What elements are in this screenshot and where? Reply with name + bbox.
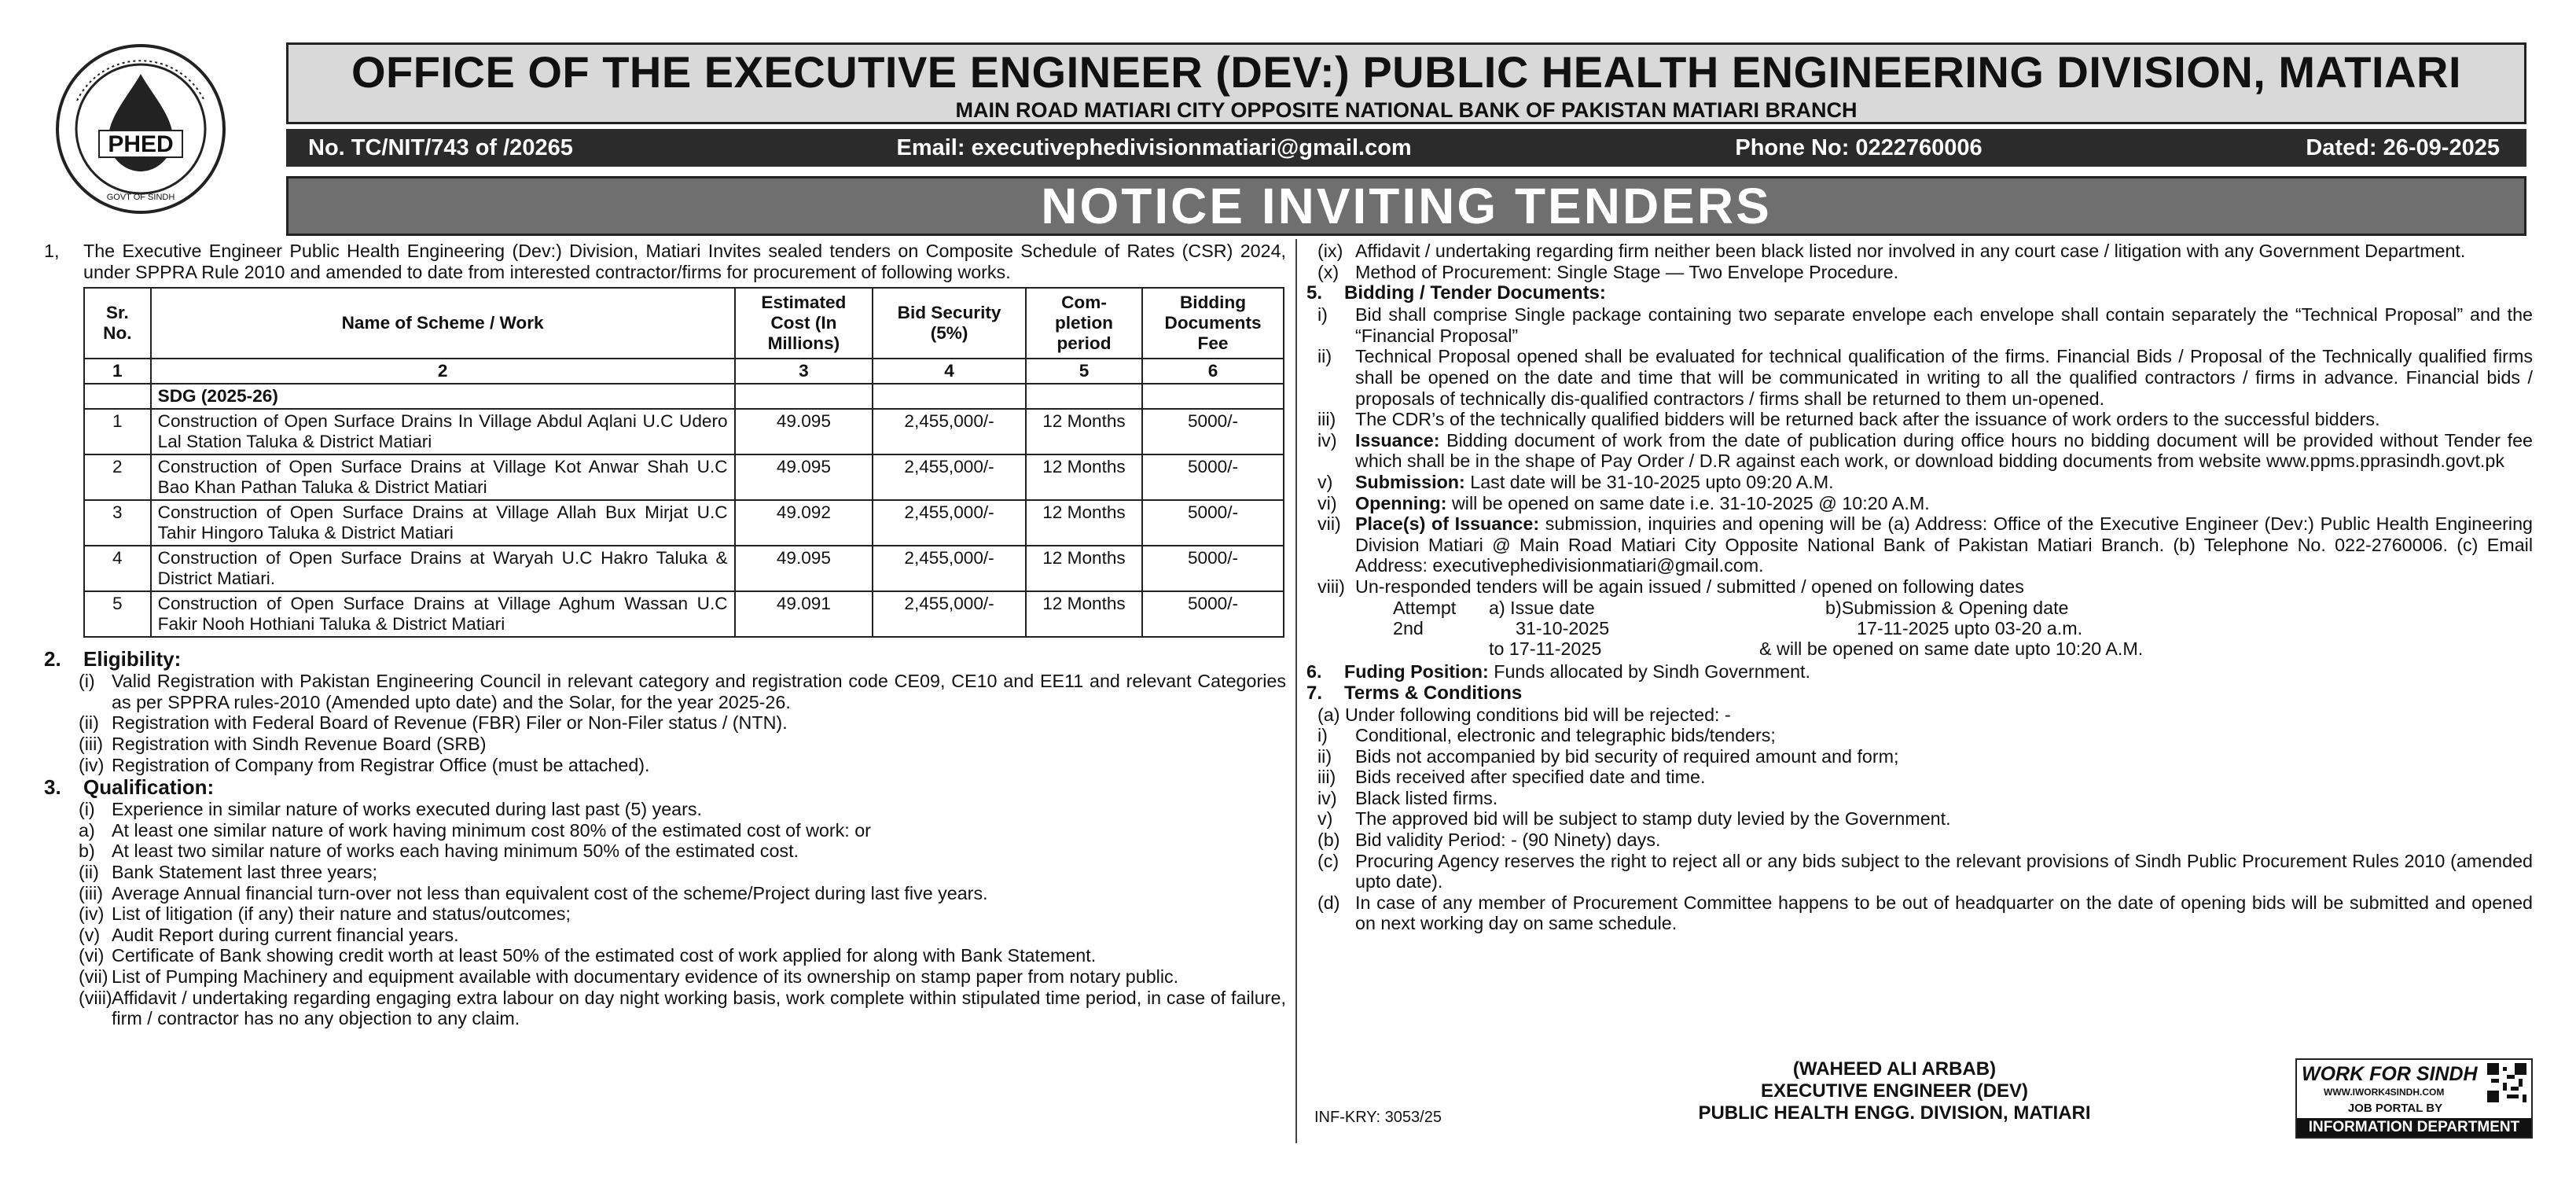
list-item: (x) Method of Procurement: Single Stage — Two Envelope Procedure. (1317, 261, 1899, 282)
column-number-row: 1 2 3 4 5 6 (84, 359, 1284, 384)
group-label: SDG (2025-26) (151, 384, 735, 409)
list-item: (vii) List of Pumping Machinery and equipment available with documentary evidence of its ownership on stamp paper from notary public. (79, 966, 1179, 987)
terms-title: 7. Terms & Conditions (1306, 682, 1523, 704)
list-item: (vi) Certificate of Bank showing credit worth at least 50% of the estimated cost of work applied for along with Bank Statement. (79, 945, 1097, 966)
bidding-list (1306, 304, 2533, 597)
list-item: (c) Procuring Agency reserves the right to reject all or any bids subject to the relevant provisions of Sindh Public Procurement Rules 2010 (amended upto date). (1317, 850, 2533, 892)
table-row: 3 Construction of Open Surface Drains at Village Allah Bux Mirjat U.C Tahir Hingoro Taluka & District Matiari 49.092 2,455,000/- 12 Months 5000/- (84, 500, 1284, 546)
list-item: (iv) List of litigation (if any) their nature and status/outcomes; (79, 903, 571, 925)
terms-list (1306, 725, 2533, 934)
inf-kry-number: INF-KRY: 3053/25 (1314, 1109, 1442, 1126)
list-item: (d) In case of any member of Procurement Committee happens to be out of headquarter on the date of opening bids will be submitted and opened on next working day on same schedule. (1317, 892, 2533, 934)
list-item: i) Bid shall comprise Single package containing two separate envelope each envelope shall contain separately the “Technical Proposal” and the “Financial Proposal” (1317, 304, 2533, 346)
list-item: a) At least one similar nature of work having minimum cost 80% of the estimated cost of work: or (79, 819, 871, 841)
job-portal-title: WORK FOR SINDH (2302, 1063, 2478, 1085)
office-title: OFFICE OF THE EXECUTIVE ENGINEER (DEV:) PUBLIC HEALTH ENGINEERING DIVISION, MATIARI (351, 47, 2462, 97)
table-row: 1 Construction of Open Surface Drains In Village Abdul Aqlani U.C Udero Lal Station Taluka & District Matiari 49.095 2,455,000/- 12 Months 5000/- (84, 409, 1284, 454)
signatory-office: PUBLIC HEALTH ENGG. DIVISION, MATIARI (1698, 1102, 2091, 1124)
list-item: (ii) Bank Statement last three years; (79, 861, 377, 882)
list-item: v) Submission: Last date will be 31-10-2025 upto 09:20 A.M. (1317, 471, 1834, 492)
bidding-section-title: 5. Bidding / Tender Documents: (1306, 282, 1606, 304)
info-bar (286, 129, 2526, 167)
list-item: viii) Un-responded tenders will be again issued / submitted / opened on following dates (1317, 576, 2024, 597)
qualification-list (44, 799, 1286, 1029)
job-portal-badge (2295, 1058, 2533, 1139)
qualification-title: Qualification: (83, 775, 215, 800)
header-sr-no: Sr. No. (84, 288, 151, 359)
notice-date: Dated: 26-09-2025 (2306, 134, 2500, 160)
works-table (83, 287, 1284, 638)
list-item: (i) Valid Registration with Pakistan Engineering Council in relevant category and registration code CE09, CE10 and EE11 and relevant Categories as per SPPRA rules-2010 (Amended upto date) and the Solar, for the year 2025-26. (79, 671, 1286, 712)
list-item: iv) Black listed firms. (1317, 787, 1498, 808)
header-bid-security: Bid Security (5%) (873, 288, 1026, 359)
list-item: b) At least two similar nature of works each having minimum 50% of the estimated cost. (79, 841, 799, 862)
header-scheme-name: Name of Scheme / Work (151, 288, 735, 359)
job-portal-url: WWW.IWORK4SINDH.COM (2324, 1087, 2445, 1098)
list-item: (iii) Registration with Sindh Revenue Board (SRB) (79, 733, 487, 754)
table-row: 2 Construction of Open Surface Drains at Village Kot Anwar Shah U.C Bao Khan Pathan Taluka & District Matiari 49.095 2,455,000/- 12 Months 5000/- (84, 454, 1284, 500)
phed-logo (53, 38, 228, 226)
table-row: 4 Construction of Open Surface Drains at Waryah U.C Hakro Taluka & District Matiari. 49.095 2,455,000/- 12 Months 5000/- (84, 546, 1284, 591)
funding-position: 6. Fuding Position: Funds allocated by Sindh Government. (1306, 660, 1810, 682)
intro-paragraph: 1, The Executive Engineer Public Health Engineering (Dev:) Division, Matiari Invites sealed tenders on Composite Schedule of Rates (CSR) 2024, under SPPRA Rule 2010 and amended to date from interested contractor/firms for procurement of following works. (44, 241, 1286, 282)
qualification-section: 3. Qualification: (44, 775, 1286, 799)
signatory-name: (WAHEED ALI ARBAB) (1792, 1058, 1997, 1080)
list-item: (iv) Registration of Company from Registrar Office (must be attached). (79, 754, 650, 775)
header-completion-period: Com-pletion period (1026, 288, 1142, 359)
list-item: (ix) Affidavit / undertaking regarding firm neither been black listed nor involved in any court case / litigation with any Government Department. (1317, 241, 2466, 261)
list-item: ii) Bids not accompanied by bid security of required amount and form; (1317, 745, 1899, 767)
email-address: Email: executivephedivisionmatiari@gmail.com (896, 134, 1412, 160)
list-item: (b) Bid validity Period: - (90 Ninety) days. (1317, 830, 1661, 851)
list-item: v) The approved bid will be subject to stamp duty levied by the Government. (1317, 808, 1951, 830)
header-box (286, 42, 2526, 124)
list-item: (viii) Affidavit / undertaking regarding engaging extra labour on day night working basis, work complete within stipulated time period, in case of failure, firm / contractor has no any objection to any claim. (79, 987, 1286, 1029)
eligibility-section: 2. Eligibility: (44, 647, 1286, 671)
notice-title: NOTICE INVITING TENDERS (286, 176, 2526, 236)
column-divider (1295, 239, 1297, 1143)
list-item: i) Conditional, electronic and telegraphic bids/tenders; (1317, 725, 1776, 746)
list-item: iii) The CDR’s of the technically qualified bidders will be returned back after the issuance of work orders to the successful bidders. (1317, 409, 2380, 430)
svg-text:PHED: PHED (108, 131, 174, 157)
list-item: ii) Technical Proposal opened shall be evaluated for technical qualification of the firms. Financial Bids / Proposal of the Technically qualified firms shall be opened on the date and time that will be communicated in writing to all the qualified contractors / firms in advance. Financial bids / proposals of technically dis-qualified contractors / firms shall be returned to them un-opened. (1317, 346, 2533, 409)
list-item: (ii) Registration with Federal Board of Revenue (FBR) Filer or Non-Filer status / (NTN). (79, 712, 788, 734)
left-column (44, 241, 1286, 1029)
list-item: (v) Audit Report during current financial years. (79, 924, 459, 945)
list-item: vi) Openning: will be opened on same date i.e. 31-10-2025 @ 10:20 A.M. (1317, 492, 1930, 513)
attempt-schedule: Attempt a) Issue date b)Submission & Opening date 2nd 31-10-2025 17-11-2025 upto 03-20 a.m. to 17-11-2025 & will be opened on same date upto 10:20 A.M. (1393, 597, 2144, 659)
group-row (84, 384, 1284, 409)
reference-number: No. TC/NIT/743 of /20265 (308, 134, 573, 160)
right-column (1306, 241, 2533, 934)
list-item: vii) Place(s) of Issuance: submission, inquiries and opening will be (a) Address: Office of the Executive Engineer (Dev:) Public Health Engineering Division Matiari @ Main Road Matiari City Opposite National Bank of Pakistan Matiari Branch. (b) Telephone No. 022-2760006. (c) Email Address: executivephedivisionmatiari@gmail.com. (1317, 513, 2534, 576)
terms-intro: (a) Under following conditions bid will be rejected: - (1317, 704, 1731, 725)
list-item: (iii) Average Annual financial turn-over not less than equivalent cost of the scheme/Project during last five years. (79, 882, 988, 903)
list-item: iv) Issuance: Bidding document of work from the date of publication during office hours no bidding document will be provided without Tender fee which shall be in the shape of Pay Order / D.R against each work, or download bidding documents from website www.ppms.pprasindh.govt.pk (1317, 429, 2533, 472)
signature-block (1596, 1058, 2193, 1124)
svg-text:GOVT OF SINDH: GOVT OF SINDH (106, 193, 175, 202)
eligibility-list (44, 671, 1286, 775)
job-portal-department: INFORMATION DEPARTMENT (2297, 1118, 2531, 1137)
header-estimated-cost: Estimated Cost (In Millions) (735, 288, 873, 359)
signatory-designation: EXECUTIVE ENGINEER (DEV) (1760, 1080, 2029, 1102)
header-bidding-fee: Bidding Documents Fee (1142, 288, 1284, 359)
job-portal-subtitle: JOB PORTAL BY (2347, 1102, 2443, 1115)
qr-code-icon (2487, 1063, 2526, 1102)
phone-number: Phone No: 0222760006 (1735, 134, 1983, 160)
table-row: 5 Construction of Open Surface Drains at Village Aghum Wassan U.C Fakir Nooh Hothiani Taluka & District Matiari 49.091 2,455,000/- 12 Months 5000/- (84, 591, 1284, 637)
office-address: MAIN ROAD MATIARI CITY OPPOSITE NATIONAL BANK OF PAKISTAN MATIARI BRANCH (955, 98, 1858, 122)
eligibility-title: Eligibility: (83, 647, 182, 671)
list-item: (i) Experience in similar nature of works executed during last past (5) years. (79, 799, 703, 820)
list-item: iii) Bids received after specified date and time. (1317, 767, 1706, 788)
